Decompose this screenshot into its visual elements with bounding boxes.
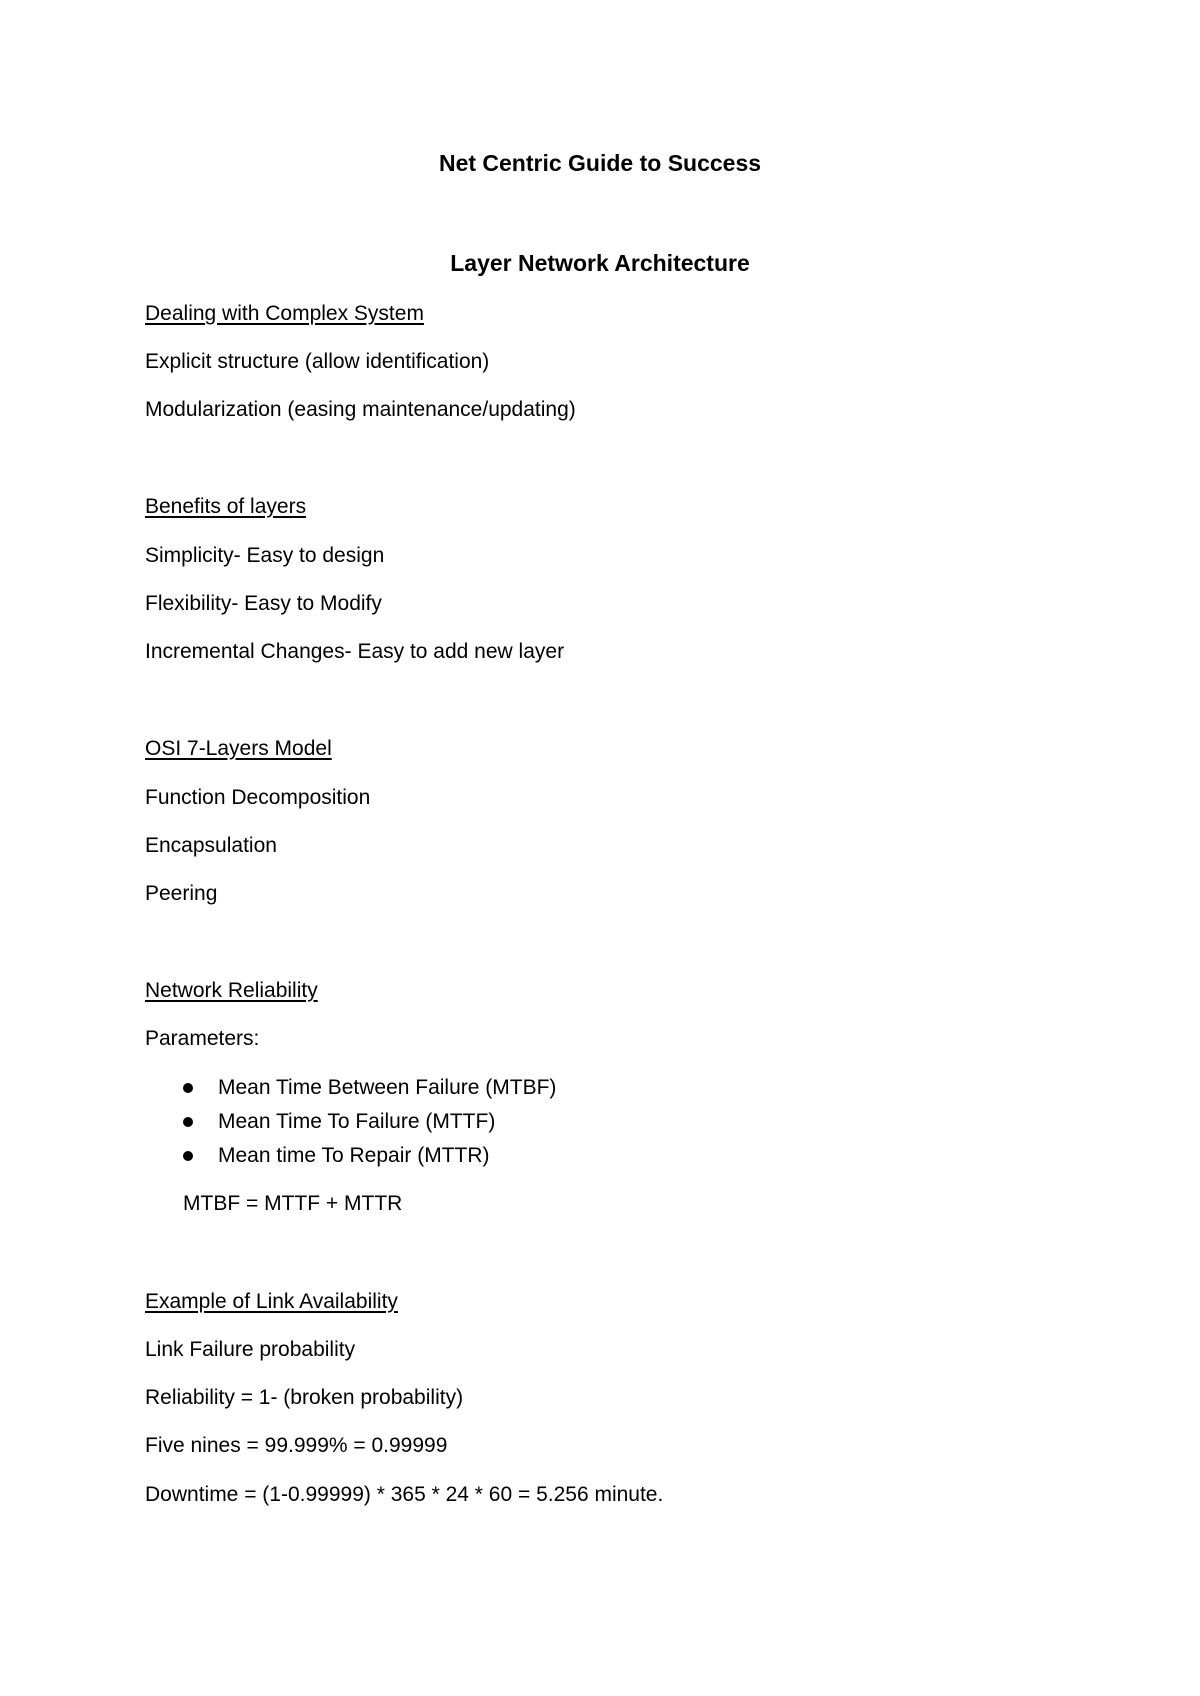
- section-heading-complex-system: Dealing with Complex System: [145, 302, 424, 325]
- section-line: Flexibility- Easy to Modify: [145, 592, 382, 615]
- bullet-dot-icon: [183, 1117, 193, 1127]
- section-heading-link-availability: Example of Link Availability: [145, 1290, 398, 1313]
- section-line: Downtime = (1-0.99999) * 365 * 24 * 60 = 5.256 minute.: [145, 1483, 664, 1506]
- section-heading-network-reliability: Network Reliability: [145, 979, 318, 1002]
- section-line: Modularization (easing maintenance/updating): [145, 398, 576, 421]
- bullet-item: Mean time To Repair (MTTR): [218, 1144, 490, 1167]
- section-line: Link Failure probability: [145, 1338, 356, 1361]
- bullet-item: Mean Time Between Failure (MTBF): [218, 1076, 557, 1099]
- bullet-item: Mean Time To Failure (MTTF): [218, 1110, 496, 1133]
- bullet-dot-icon: [183, 1151, 193, 1161]
- section-line: Incremental Changes- Easy to add new layer: [145, 640, 565, 663]
- document-title: Net Centric Guide to Success: [438, 150, 762, 176]
- section-line: Peering: [145, 882, 218, 905]
- bullet-dot-icon: [183, 1083, 193, 1093]
- section-line: Function Decomposition: [145, 786, 371, 809]
- section-line: Parameters:: [145, 1027, 260, 1050]
- section-line: Reliability = 1- (broken probability): [145, 1386, 464, 1409]
- mtbf-formula: MTBF = MTTF + MTTR: [183, 1192, 403, 1215]
- section-heading-osi-model: OSI 7-Layers Model: [145, 737, 332, 760]
- section-line: Encapsulation: [145, 834, 277, 857]
- section-line: Explicit structure (allow identification): [145, 350, 490, 373]
- section-line: Five nines = 99.999% = 0.99999: [145, 1434, 448, 1457]
- section-heading-benefits-of-layers: Benefits of layers: [145, 495, 307, 518]
- section-line: Simplicity- Easy to design: [145, 544, 385, 567]
- document-subtitle: Layer Network Architecture: [450, 250, 750, 276]
